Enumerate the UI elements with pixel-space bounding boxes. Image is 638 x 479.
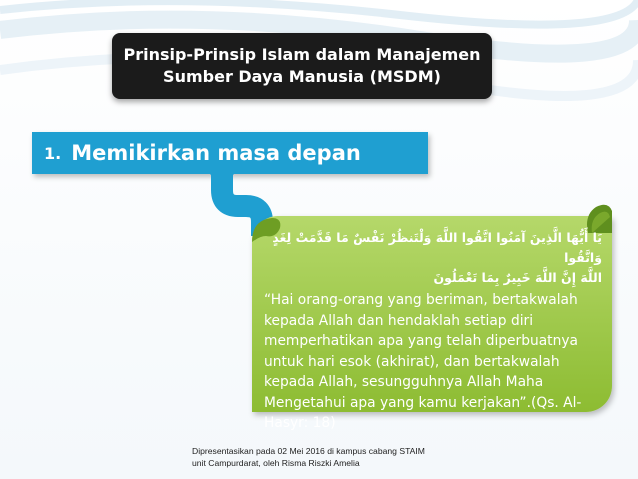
verse-translation: “Hai orang-orang yang beriman, bertakwalah kepada Allah dan hendaklah setiap diri memperhatikan apa yang telah diperbuatnya untuk hari esok (akhirat), dan bertakwalah kepada Allah, sesungguhnya Allah Maha Mengetahui apa yang kamu kerjakan”.(Qs. Al-Hasyr: 18)	[264, 292, 582, 431]
footer-line-2: unit Campurdarat, oleh Risma Riszki Amelia	[192, 458, 360, 468]
slide-title	[112, 33, 492, 99]
point-number: 1.	[44, 143, 62, 163]
arabic-verse-line-1: يَا أَيُّهَا الَّذِينَ آمَنُوا اتَّقُوا اللَّهَ وَلْتَنظُرْ نَفْسٌ مَا قَدَّمَتْ لِغَدٍ وَاتَّقُوا	[272, 230, 602, 265]
presentation-footer	[192, 445, 522, 469]
quote-content	[264, 228, 602, 434]
footer-line-1: Dipresentasikan pada 02 Mei 2016 di kampus cabang STAIM	[192, 446, 425, 456]
arabic-verse-line-2: اللَّهَ إِنَّ اللَّهَ خَبِيرٌ بِمَا تَعْمَلُونَ	[433, 270, 602, 285]
title-line-2: Sumber Daya Manusia (MSDM)	[163, 67, 441, 86]
point-heading	[32, 132, 428, 174]
title-line-1: Prinsip-Prinsip Islam dalam Manajemen	[123, 45, 481, 64]
point-text: Memikirkan masa depan	[71, 141, 361, 165]
